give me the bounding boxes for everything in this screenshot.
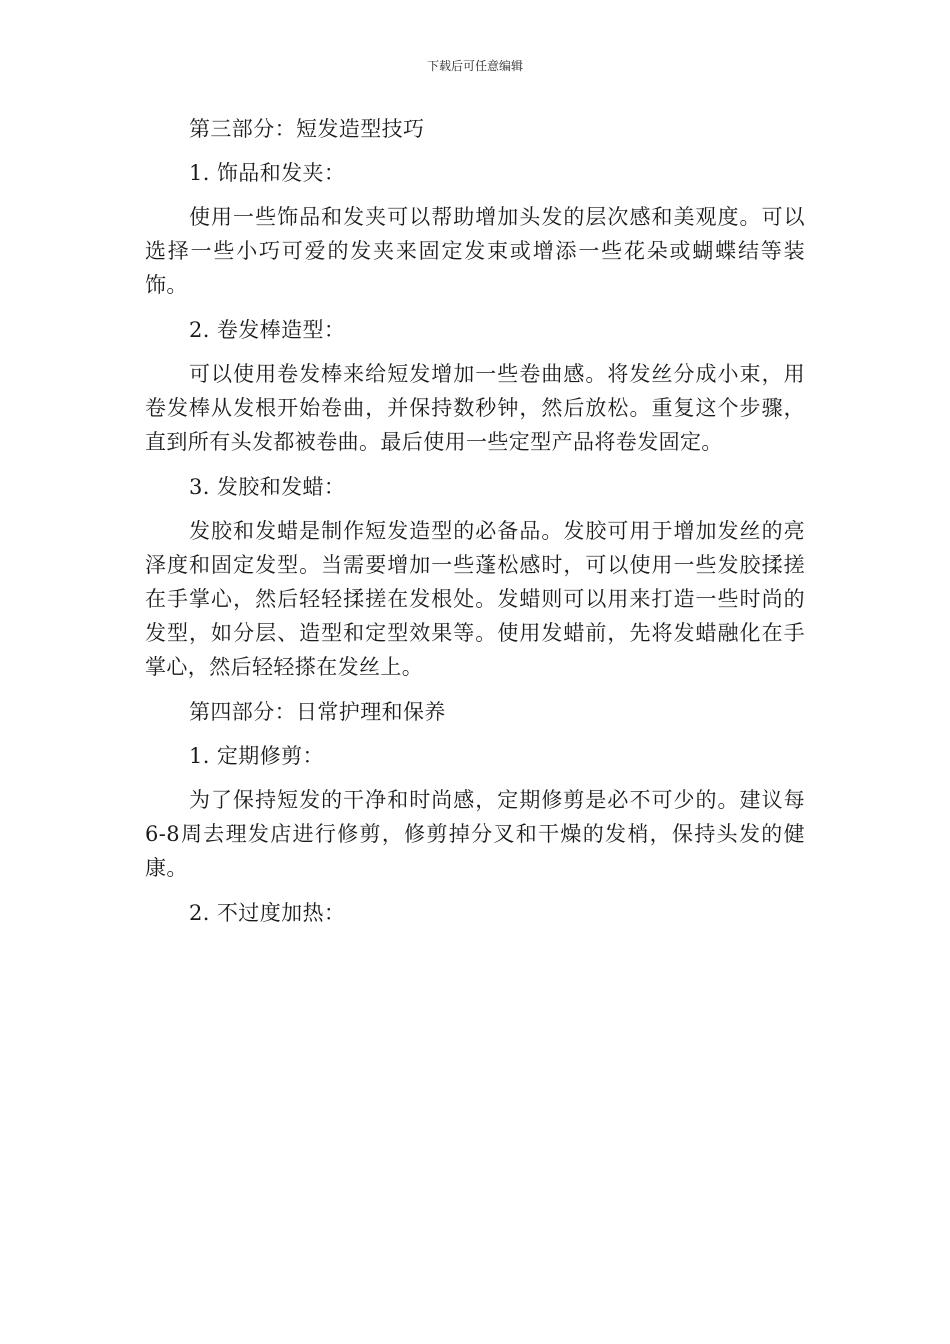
section-heading-part-four: 第四部分：日常护理和保养 [189,700,446,724]
subheading-accessories: 1. 饰品和发夹： [189,161,346,185]
paragraph-regular-trim: 为了保持短发的干净和时尚感，定期修剪是必不可少的。建议每6-8周去理发店进行修剪，修剪掉分叉和干燥的发梢，保持头发的健康。 [145,788,805,880]
paragraph-gel-wax: 发胶和发蜡是制作短发造型的必备品。发胶可用于增加发丝的亮泽度和固定发型。当需要增加一些蓬松感时，可以使用一些发胶揉搓在手掌心，然后轻轻揉搓在发根处。发蜡则可以用来打造一些时尚的发型，如分层、造型和定型效果等。使用发蜡前，先将发蜡融化在手掌心，然后轻轻搽在发丝上。 [145,519,805,679]
paragraph-curling-iron: 可以使用卷发棒来给短发增加一些卷曲感。将发丝分成小束，用卷发棒从发根开始卷曲，并保持数秒钟，然后放松。重复这个步骤，直到所有头发都被卷曲。最后使用一些定型产品将卷发固定。 [145,362,805,454]
subheading-regular-trim: 1. 定期修剪： [189,744,324,768]
subheading-curling-iron: 2. 卷发棒造型： [189,318,346,342]
document-body [145,112,805,940]
section-heading-part-three: 第三部分：短发造型技巧 [189,117,425,141]
subheading-no-overheating: 2. 不过度加热： [189,901,346,925]
paragraph-accessories: 使用一些饰品和发夹可以帮助增加头发的层次感和美观度。可以选择一些小巧可爱的发夹来固定发束或增添一些花朵或蝴蝶结等装饰。 [145,205,805,297]
subheading-gel-wax: 3. 发胶和发蜡： [189,475,346,499]
page-header: 下载后可任意编辑 [426,59,523,73]
